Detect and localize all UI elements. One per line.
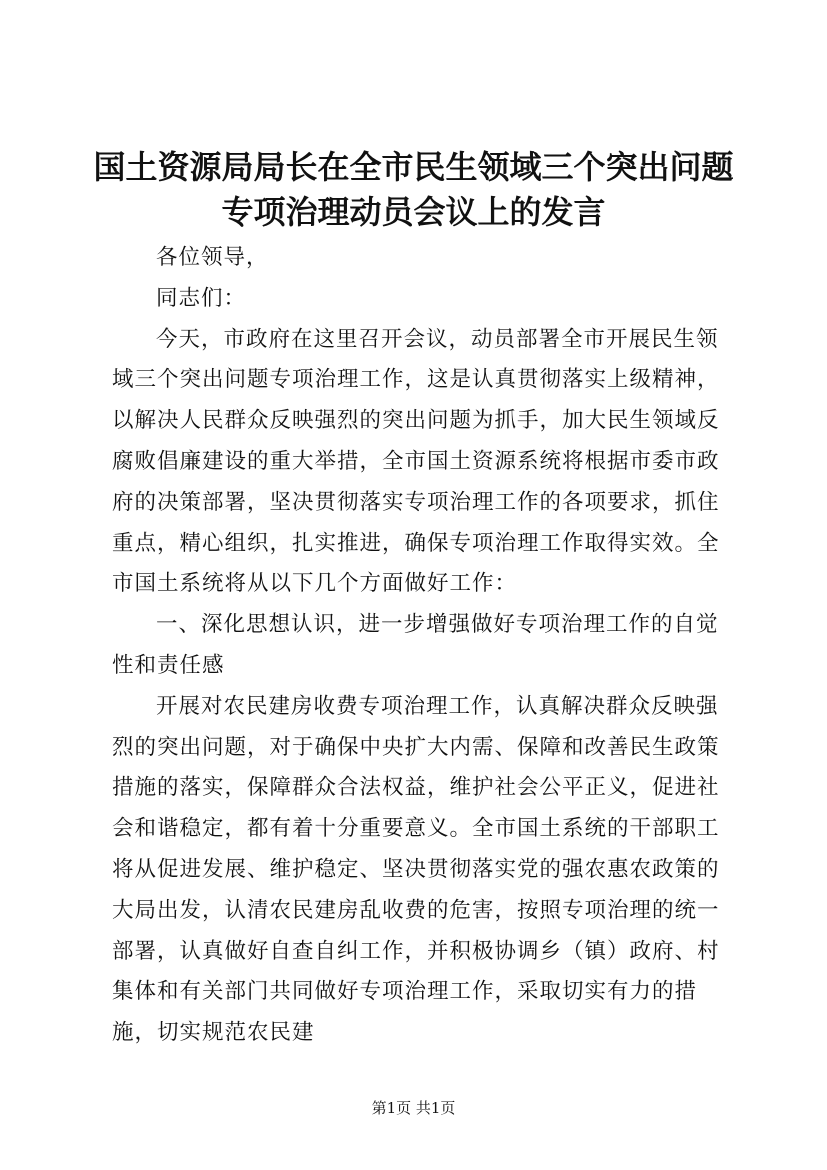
- salutation-leaders: 各位领导，: [156, 245, 269, 270]
- salutation-comrades: 同志们：: [156, 285, 247, 311]
- document-title-line1: 国土资源局局长在全市民生领域三个突出问题: [93, 148, 734, 186]
- page-footer: 第1页 共1页: [371, 1099, 456, 1117]
- document-body: [112, 238, 722, 1054]
- document-title-line2: 专项治理动员会议上的发言: [221, 193, 606, 231]
- paragraph-intro: 今天，市政府在这里召开会议，动员部署全市开展民生领域三个突出问题专项治理工作，这是认真贯彻落实上级精神，以解决人民群众反映强烈的突出问题为抓手，加大民生领域反腐败倡廉建设的重大举措，全市国土资源系统将根据市委市政府的决策部署，坚决贯彻落实专项治理工作的各项要求，抓住重点，精心组织，扎实推进，确保专项治理工作取得实效。全市国土系统将从以下几个方面做好工作：: [112, 326, 720, 597]
- paragraph-section-1: 开展对农民建房收费专项治理工作，认真解决群众反映强烈的突出问题，对于确保中央扩大内需、保障和改善民生政策措施的落实，保障群众合法权益，维护社会公平正义，促进社会和谐稳定，都有着十分重要意义。全市国土系统的干部职工将从促进发展、维护稳定、坚决贯彻落实党的强农惠农政策的大局出发，认清农民建房乱收费的危害，按照专项治理的统一部署，认真做好自查自纠工作，并积极协调乡（镇）政府、村集体和有关部门共同做好专项治理工作，采取切实有力的措施，切实规范农民建: [112, 693, 720, 1046]
- section-heading-1: 一、深化思想认识，进一步增强做好专项治理工作的自觉性和责任感: [112, 612, 719, 678]
